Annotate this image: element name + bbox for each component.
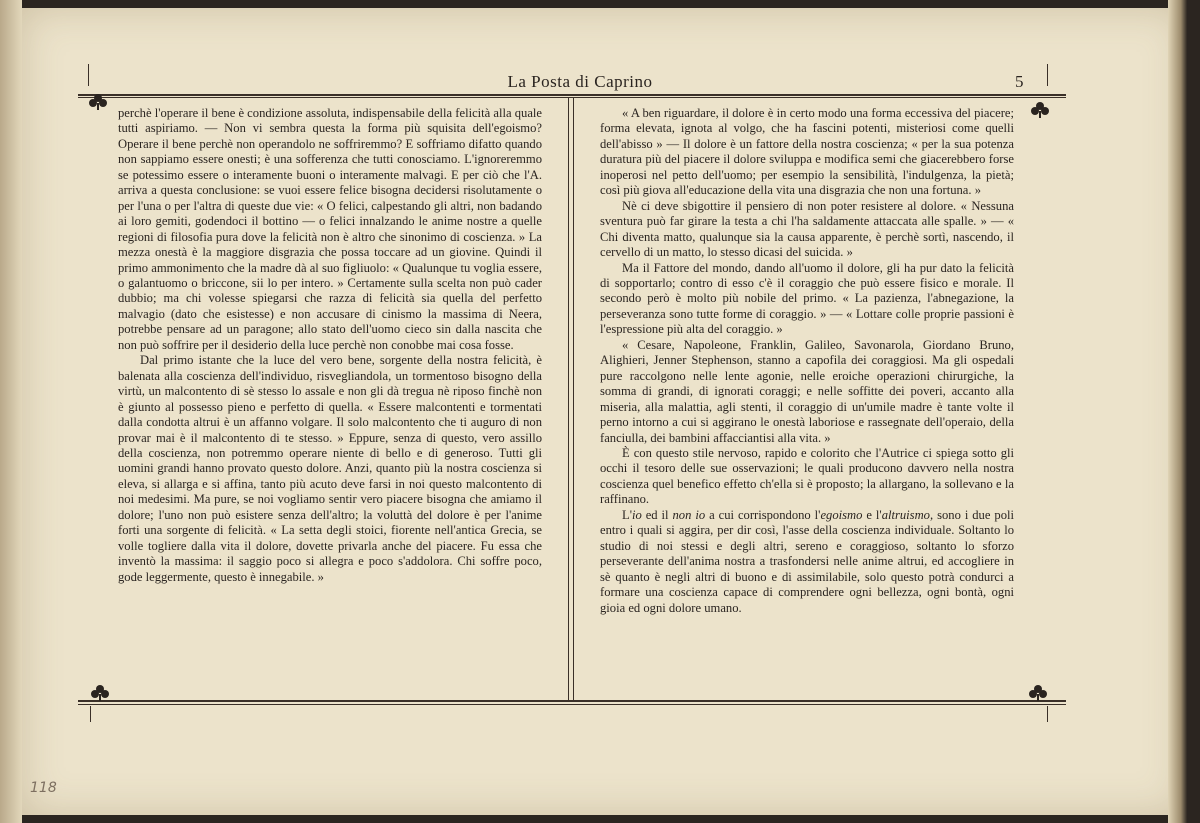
column-divider-left (568, 98, 569, 700)
footer-tick-right (1047, 706, 1048, 722)
text-run: L' (622, 507, 632, 522)
page-edge-right (1168, 0, 1200, 823)
italic-altruismo: altruismo, (881, 507, 934, 522)
top-rule-inner (78, 97, 1066, 98)
column-divider-right (573, 98, 574, 700)
text-run: a cui corrispondono l' (705, 507, 821, 522)
text-run: sono i due poli entro i quali si aggira, per dir così, l'asse della coscienza individuale. Soltanto lo studio di noi stessi e degli altri, sereno e coraggioso, soltanto lo sforzo perseverante dell'anima nostra a trasfondersi nelle anime altrui, ed accogliere in sè quanto è negli altri di buono e di assimilabile, solo questo potrà condurci a formare una coscienza capace di comprendere ogni bellezza, ogni bontà, ogni gioia ed ogni dolore umano. (600, 507, 1014, 615)
right-paragraph-3: Ma il Fattore del mondo, dando all'uomo il dolore, gli ha pur dato la felicità di sopportarlo; contro di esso c'è il coraggio che può essere fisico e morale. Il secondo però è molto più nobile del primo. « La pazienza, l'abnegazione, la perseveranza sono tutte forme di coraggio. » — « Lottare colle proprie passioni è l'espressione più alta del coraggio. » (600, 260, 1014, 337)
footer-tick-left (90, 706, 91, 722)
left-paragraph-2: Dal primo istante che la luce del vero bene, sorgente della nostra felicità, è balenata alla coscienza dell'individuo, risvegliandola, un tormentoso bisogno della virtù, un malcontento di sè stesso lo assale e non gli dà tregua nè riposo finchè non è giunto al possesso pieno e perfetto di quella. « Essere malcontenti e tormentati dalla condotta altrui è un affanno volgare. Il solo malcontento che ti auguro di non provar mai è il malcontento di te stesso. » Eppure, senza di questo, vero assillo della coscienza, non potremmo operare niente di bello e di generoso. Tutti gli uomini grandi hanno provato questo dolore. Anzi, quanto più la nostra coscienza si eleva, si allarga e si affina, tanto più acuto deve farsi in noi questo malcontento di noi medesimi. Ma pure, se noi vogliamo sentir vero piacere bisogna che amiamo il dolore; l'uno non può esistere senza dell'altro; la voluttà del dolore è per l'anime forti una sorgente di felicità. « La setta degli stoici, fiorente nell'antica Grecia, se volle togliere dalla vita il dolore, dovette privarla anche del piacere. Fu essa che inventò la massima: il saggio poco si allegra e poco s'addolora. Chi soffre poco, gode leggermente, questo è innegabile. » (118, 353, 542, 584)
right-paragraph-2: Nè ci deve sbigottire il pensiero di non poter resistere al dolore. « Nessuna sventura può far girare la testa a chi l'ha saldamente attaccata alle spalle. » — « Chi diventa matto, qualunque sia la causa apparente, è perchè sortì, nascendo, il cervello di un matto, lo stesso dicasi del suicida. » (600, 198, 1014, 260)
left-paragraph-1: perchè l'operare il bene è condizione assoluta, indispensabile della felicità alla quale tutti aspiriamo. — Non vi sembra questa la forma più squisita dell'egoismo? Operare il bene perchè non operandolo ne soffriremmo? E soffriamo difatto quando non sappiamo essere onesti; è una sofferenza che tutti conosciamo. L'ignoreremmo se potessimo essere o interamente buoni o interamente malvagi. E per ciò che l'A. arriva a questa conclusione: se vuoi essere felice bisogna decidersi risolutamente o per l'una o per l'altra di queste due vie: « O felici, calpestando gli altri, non badando ai loro gemiti, godendoci il bottino — o felici innalzando le anime nostre a quelle regioni di filosofia pura dove la felicità non è altro che sinonimo di coscienza. » La mezza onestà è la maggiore disgrazia che possa toccare ad un giovine. Quindi il primo ammonimento che la madre dà al suo figliuolo: « Qualunque tu voglia essere, o galantuomo o briccone, sii lo per intero. » Certamente sulla scelta non può cader dubbio; ma chi volesse spiegarsi che razza di felicità sia quella del perfetto malvagio (dato che esistesse) e non accusare di cinismo la massima di Neera, potrebbe pensare ad un paragone; allo stato dell'uomo cieco sin dalla nascita che non può soffrire per il desiderio della luce perchè non conobbe mai cosa fosse. (118, 106, 542, 352)
pencil-page-note: 118 (30, 780, 57, 796)
right-paragraph-4: « Cesare, Napoleone, Franklin, Galileo, Savonarola, Giordano Bruno, Alighieri, Jenner Stephenson, stanno a capofila dei coraggiosi. Ma gli ospedali pure raccolgono nelle lente agonie, nelle eroiche operazioni chirurgiche, la somma di grandi, di ignorati coraggi; e nelle soffitte dei poveri, accanto alla miseria, alla malattia, agli stenti, il coraggio di un'umile madre è tante volte il perno intorno a cui si aggirano le onestà laboriose e rassegnate dell'operaio, della fanciulla, dei bambini affacciantisi alla vita. » (600, 337, 1014, 445)
header-tick-left (88, 64, 89, 86)
club-ornament-icon (88, 92, 108, 112)
club-ornament-icon (1030, 100, 1050, 120)
right-paragraph-5: È con questo stile nervoso, rapido e colorito che l'Autrice ci spiega sotto gli occhi il tesoro delle sue osservazioni; le quali producono davvero nella nostra coscienza quel benefico effetto ch'ella si è proposto; la allargano, la sollevano e la raffinano. (600, 445, 1014, 507)
text-run: e l' (862, 507, 882, 522)
club-ornament-icon (1028, 683, 1048, 703)
italic-egoismo: egoismo (820, 507, 863, 522)
bottom-rule-inner (78, 704, 1066, 705)
page-edge-left (0, 0, 22, 823)
italic-non-io: non io (672, 507, 706, 522)
right-paragraph-1: « A ben riguardare, il dolore è in certo modo una forma eccessiva del piacere; forma elevata, ignota al volgo, che ha fascini potenti, misteriosi come quelli dell'abisso » — Il dolore è un fattore della nostra coscienza; « per la sua potenza duratura più del piacere il dolore sviluppa e modifica semi che giacerebbero forse inoperosi nel petto dell'uomo; per esempio la sensibilità, l'indulgenza, la pietà; così più giova all'educazione della vita una disgrazia che non una fortuna. » (600, 106, 1014, 198)
italic-io: io (631, 507, 642, 522)
page-number: 5 (1015, 72, 1024, 91)
left-column (118, 106, 542, 585)
top-rule (78, 94, 1066, 96)
header-tick-right (1047, 64, 1048, 86)
text-run: ed il (641, 507, 673, 522)
club-ornament-icon (90, 683, 110, 703)
right-column (600, 106, 1014, 616)
bottom-rule (78, 700, 1066, 702)
running-title: La Posta di Caprino (507, 72, 653, 91)
right-paragraph-6 (600, 508, 1014, 616)
